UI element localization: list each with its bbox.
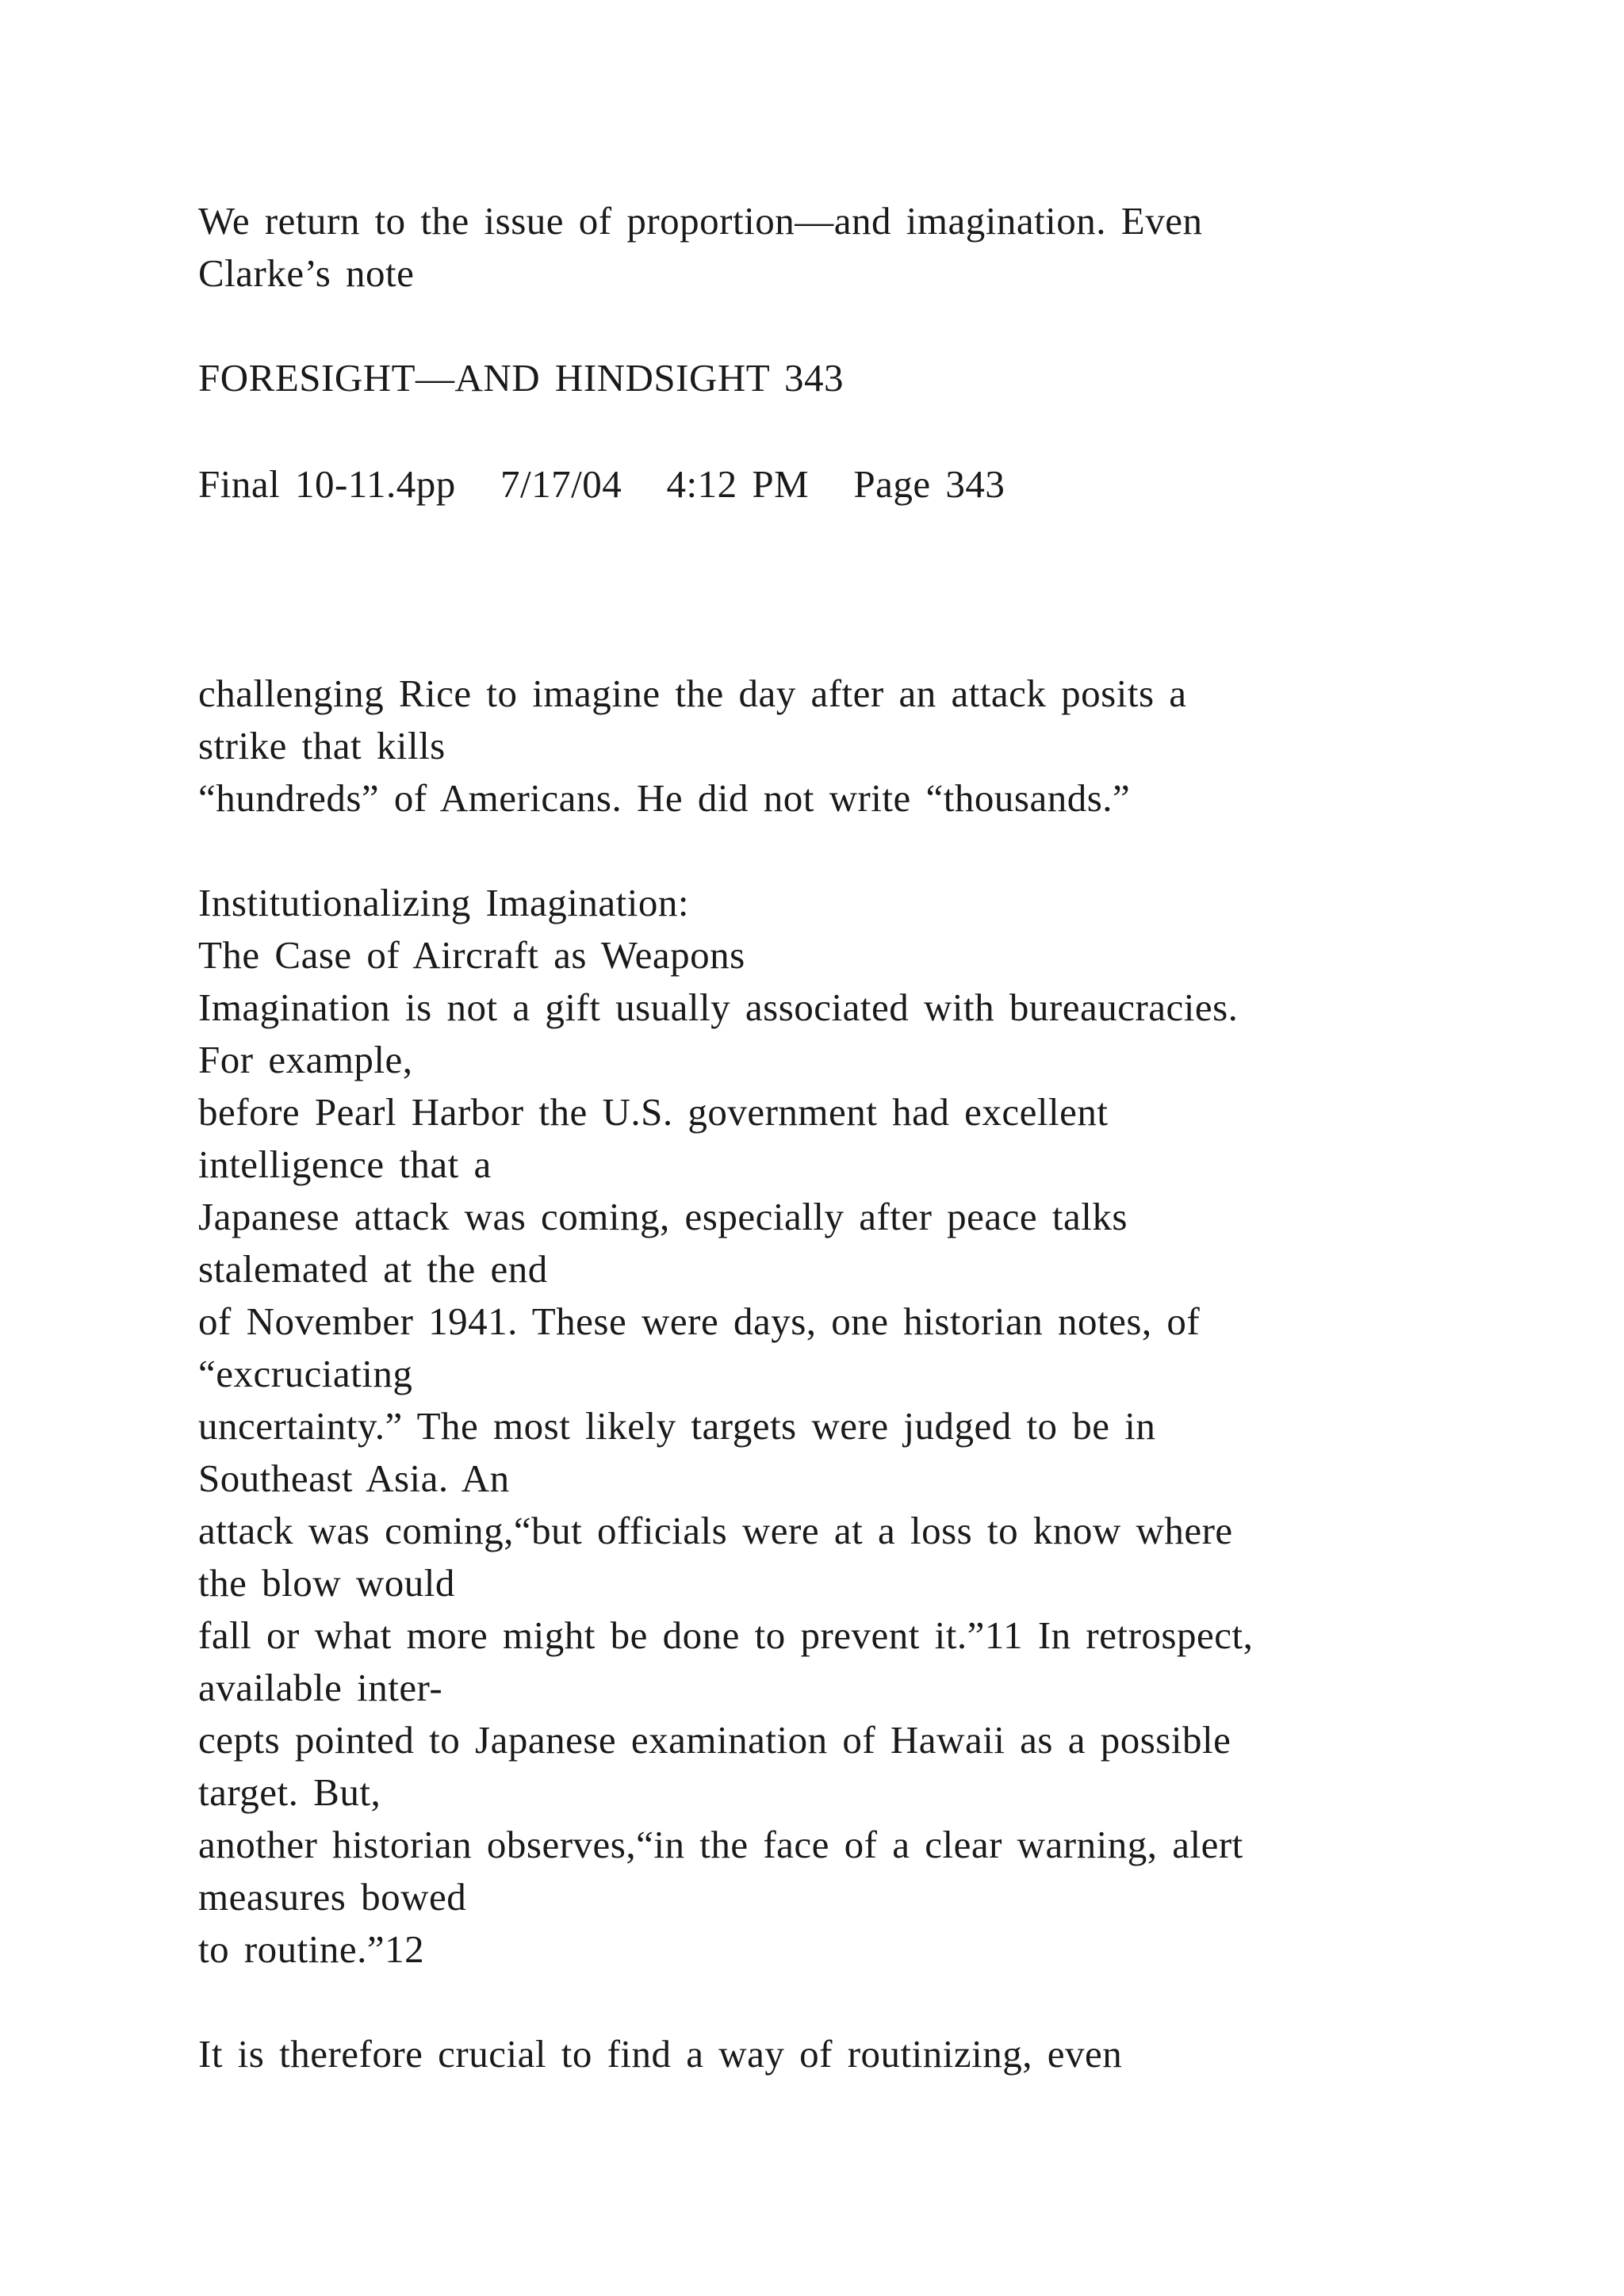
paragraph-1-line-1: We return to the issue of proportion—and imagination. Even xyxy=(198,199,1203,243)
paragraph-3-line-1: Imagination is not a gift usually associated with bureaucracies. xyxy=(198,985,1239,1029)
paragraph-2-line-2: strike that kills xyxy=(198,724,446,767)
paragraph-3-line-17: another historian observes,“in the face of a clear warning, alert xyxy=(198,1823,1243,1866)
paragraph-4-line-1: It is therefore crucial to find a way of routinizing, even xyxy=(198,2032,1123,2076)
section-heading-line-1: Institutionalizing Imagination: xyxy=(198,881,689,924)
paragraph-3-line-3: before Pearl Harbor the U.S. government had excellent xyxy=(198,1090,1109,1134)
paragraph-3-line-12: the blow would xyxy=(198,1561,455,1605)
paragraph-2-line-3: “hundreds” of Americans. He did not write “thousands.” xyxy=(198,776,1131,820)
paragraph-3-line-13: fall or what more might be done to prevent it.”11 In retrospect, xyxy=(198,1613,1254,1657)
paragraph-3-line-4: intelligence that a xyxy=(198,1142,492,1186)
paragraph-3-line-9: uncertainty.” The most likely targets were judged to be in xyxy=(198,1404,1156,1448)
paragraph-3-line-6: stalemated at the end xyxy=(198,1247,548,1291)
running-header: FORESIGHT—AND HINDSIGHT 343 xyxy=(198,356,845,400)
paragraph-3-line-16: target. But, xyxy=(198,1770,381,1814)
paragraph-3-line-8: “excruciating xyxy=(198,1352,413,1395)
paragraph-3-line-7: of November 1941. These were days, one historian notes, of xyxy=(198,1299,1201,1343)
paragraph-3-line-15: cepts pointed to Japanese examination of Hawaii as a possible xyxy=(198,1718,1231,1762)
paragraph-3-line-19: to routine.”12 xyxy=(198,1927,425,1971)
paragraph-3-line-2: For example, xyxy=(198,1038,413,1081)
paragraph-3-line-11: attack was coming,“but officials were at a loss to know where xyxy=(198,1509,1233,1552)
print-slug: Final 10-11.4pp 7/17/04 4:12 PM Page 343 xyxy=(198,462,1005,506)
paragraph-3-line-10: Southeast Asia. An xyxy=(198,1456,510,1500)
section-heading-line-2: The Case of Aircraft as Weapons xyxy=(198,933,745,977)
paragraph-3-line-5: Japanese attack was coming, especially after peace talks xyxy=(198,1195,1128,1238)
paragraph-3-line-14: available inter- xyxy=(198,1666,443,1709)
paragraph-2-line-1: challenging Rice to imagine the day after an attack posits a xyxy=(198,672,1187,715)
paragraph-3-line-18: measures bowed xyxy=(198,1875,467,1919)
paragraph-1-line-2: Clarke’s note xyxy=(198,251,415,295)
